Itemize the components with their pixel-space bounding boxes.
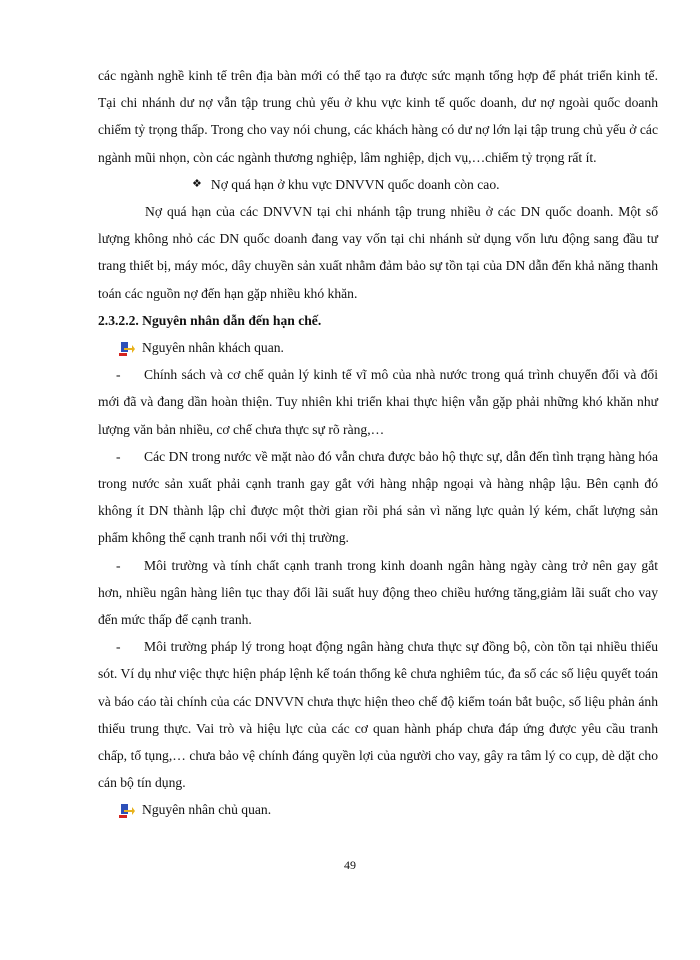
paragraph-continuation: các ngành nghề kinh tế trên địa bàn mới có thể tạo ra được sức mạnh tổng hợp để phát triển kinh tế. Tại chi nhánh dư nợ vẫn tập trung chủ yếu ở khu vực kinh tế quốc doanh, dư nợ ngoài quốc doanh chiếm tỷ trọng thấp. Trong cho vay nói chung, các khách hàng có dư nợ lớn lại tập trung chủ yếu ở các ngành mũi nhọn, còn các ngành thương nghiệp, lâm nghiệp, dịch vụ,…chiếm tỷ trọng rất ít. bbox=[98, 68, 658, 165]
arrow-bullet-text: Nguyên nhân chủ quan. bbox=[142, 802, 272, 818]
arrow-bullet-icon bbox=[118, 801, 136, 819]
page-content bbox=[98, 62, 658, 824]
dash-item-competition bbox=[98, 552, 658, 634]
dash-item-text: Môi trường và tính chất cạnh tranh trong kinh doanh ngân hàng ngày càng trở nên gay gắt hơn, nhiều ngân hàng liên tục thay đổi lãi suất huy động theo chiều hướng tăng,giảm lãi suất cho vay đến mức thấp để cạnh tranh. bbox=[98, 557, 658, 628]
arrow-bullet-subjective bbox=[98, 796, 658, 823]
dash-item-text: Môi trường pháp lý trong hoạt động ngân hàng chưa thực sự đồng bộ, còn tồn tại nhiều thiếu sót. Ví dụ như việc thực hiện pháp lệnh kế toán thống kê chưa nghiêm túc, đa số các số liệu quyết toán và báo cáo tài chính của các DNVVN chưa thực hiện theo chế độ kiểm toán bắt buộc, số liệu phản ánh thiếu trung thực. Vai trò và hiệu lực của các cơ quan hành pháp chưa đáp ứng được yêu cầu tranh chấp, tố tụng,… chưa bảo vệ chính đáng quyền lợi của người cho vay, gây ra tâm lý co cụp, dè dặt cho cán bộ tín dụng. bbox=[98, 639, 658, 791]
dash-marker: - bbox=[116, 639, 121, 655]
dash-marker: - bbox=[116, 367, 121, 383]
section-heading: 2.3.2.2. Nguyên nhân dẫn đến hạn chế. bbox=[98, 312, 322, 328]
arrow-bullet-objective bbox=[98, 334, 658, 361]
diamond-bullet-item bbox=[98, 171, 658, 198]
paragraph-overdue-debt: Nợ quá hạn của các DNVVN tại chi nhánh tập trung nhiều ở các DN quốc doanh. Một số lượng không nhỏ các DN quốc doanh đang vay vốn tại chi nhánh sử dụng vốn lưu động sang đầu tư trang thiết bị, máy móc, dây chuyền sản xuất nhằm đảm bảo sự tồn tại của DN dẫn đến khả năng thanh toán các nguồn nợ đến hạn gặp nhiều khó khăn. bbox=[98, 204, 658, 301]
dash-marker: - bbox=[116, 448, 121, 464]
dash-item-text: Các DN trong nước về mặt nào đó vẫn chưa được bảo hộ thực sự, dẫn đến tình trạng hàng hóa trong nước sản xuất phải cạnh tranh gay gắt với hàng nhập ngoại và hàng nhập lậu. Bên cạnh đó không ít DN thành lập chỉ được một thời gian rồi phá sản vì năng lực quản lý kém, chất lượng sản phẩm không thể cạnh tranh nổi với thị trường. bbox=[98, 448, 658, 546]
bullet-text: Nợ quá hạn ở khu vực DNVVN quốc doanh còn cao. bbox=[210, 176, 500, 192]
dash-marker: - bbox=[116, 557, 121, 573]
arrow-bullet-text: Nguyên nhân khách quan. bbox=[142, 340, 284, 356]
dash-item-legal bbox=[98, 633, 658, 796]
page-number: 49 bbox=[344, 858, 356, 872]
dash-item-policy bbox=[98, 361, 658, 443]
arrow-bullet-icon bbox=[118, 339, 136, 357]
dash-item-text: Chính sách và cơ chế quản lý kinh tế vĩ mô của nhà nước trong quá trình chuyển đổi và đổi mới đã và đang dần hoàn thiện. Tuy nhiên khi triển khai thực hiện vẫn gặp phải những khó khăn như lượng văn bản nhiều, cơ chế chưa thực sự rõ ràng,… bbox=[98, 367, 658, 437]
dash-item-domestic-firms bbox=[98, 443, 658, 552]
diamond-bullet-icon: ❖ bbox=[192, 177, 202, 190]
